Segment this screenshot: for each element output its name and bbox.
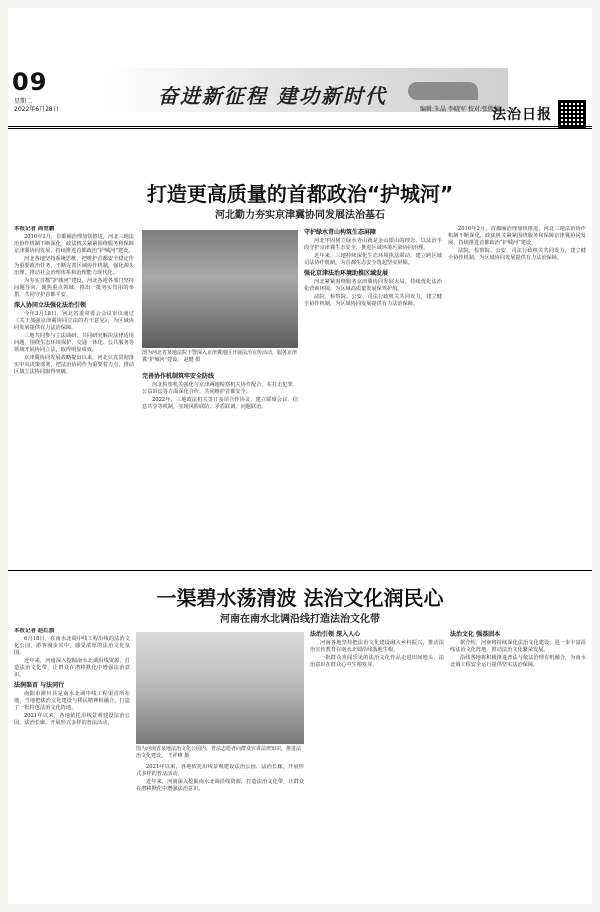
weekday: 星期二 [14, 98, 33, 105]
paragraph: 法院、检察院、公安、司法行政机关共同发力，建立健全协作机制，为区域协同发展提供有力法治保障。 [304, 294, 442, 307]
article1-photo-caption: 图为河北省某地法院干警深入京津冀地区开展法治宣传活动，服务京津冀“护城河”建设。 赵健 摄 [142, 350, 298, 363]
paragraph: 2022年，三地政法机关签订多项合作协议，建立联席会议、信息共享等机制，实现风险联防、矛盾联调、问题联治。 [142, 397, 298, 410]
article1-column-4 [448, 226, 586, 564]
paragraph: 河北紧紧围绕服务京津冀协同发展大局，持续优化法治化营商环境，为区域高质量发展保驾护航。 [304, 279, 442, 292]
section-divider [8, 570, 592, 571]
paragraph: 京津冀协同发展战略提出以来，河北认真贯彻落实中央决策部署，把法治协同作为重要着力点，推动区域立法协同取得突破。 [14, 355, 134, 375]
paragraph: 法院、检察院、公安、司法行政机关共同发力，建立健全协作机制，为区域协同发展提供有力法治保障。 [448, 248, 586, 261]
article2-photo [136, 632, 304, 744]
paragraph: 近年来，三地持续深化生态环境执法联动，建立跨区域司法协作机制，为首都生态安全筑起坚实屏障。 [304, 253, 442, 266]
section-title: 强化京津法治环境助推区域发展 [304, 270, 389, 277]
section-title: 法润渠首 与法同行 [14, 682, 65, 689]
section-title: 守护绿水青山构筑生态屏障 [304, 229, 377, 236]
section-title: 法治引领 深入人心 [310, 631, 361, 638]
article2-headline: 一渠碧水荡清波 法治文化润民心 [156, 586, 444, 610]
article2-subhead: 河南在南水北调沿线打造法治文化带 [220, 614, 380, 625]
article2-column-1 [14, 628, 130, 898]
article2-photo-caption: 图为河南省某地法治文化公园内，普法志愿者向群众宣讲法律知识，推进法治文化建设。 王祥峰 摄 [136, 746, 302, 759]
paragraph: 6月18日，在南水北调中线工程沿线的法治文化公园，游客漫步其中，感受浓厚的法治文化氛围。 [14, 636, 130, 656]
article1-byline: 本报记者 周宽鹏 [14, 226, 55, 232]
article1-headline: 打造更高质量的首都政治“护城河” [146, 182, 454, 206]
page-number: 09 [12, 68, 48, 96]
newspaper-page [8, 8, 592, 904]
article2-column-3 [310, 628, 444, 898]
paragraph: 南阳市淅川县是南水北调中线工程渠首所在地，当地把法治文化建设与移民精神相融合，打造了一批特色法治文化阵地。 [14, 691, 130, 711]
article1-column-3 [304, 226, 442, 564]
paragraph: 河南各地坚持把法治文化建设融入乡村振兴，推动法治宣传教育在南水北调沿线落地生根。 [310, 640, 444, 653]
qr-code [558, 100, 586, 128]
date-line [14, 98, 59, 114]
editor-credits: 编辑:朱晶 李晓军 校对:张胜楠 [420, 106, 500, 113]
paragraph: 为夯实首都“护城河”建设，河北各地各部门坚持问题导向，聚焦重点领域，推出一批务实管用的举措，共同守护首都平安。 [14, 278, 134, 298]
newspaper-logo: 法治日报 [492, 107, 552, 123]
paragraph: 一批群众喜闻乐见的法治文化作品走进田间地头，法治意识在群众心中生根发芽。 [310, 655, 444, 668]
article1-photo [142, 230, 298, 348]
paragraph: 2021年以来，各地依托沿线景观建设法治公园、法治长廊，开展形式多样的普法活动。 [14, 713, 130, 726]
paragraph: 2016年2月，首都圈治理加快推进，河北三地法治协作机制不断深化，政法机关紧紧围绕服务和保障京津冀协同发展，持续推进首都政治“护城河”建设。 [14, 234, 134, 254]
paragraph: 沿线各地将积极推进普法与依法治理有机融合，为南水北调工程安全运行提供坚实法治保障。 [450, 655, 586, 668]
paragraph: 近年来，河南深入挖掘南水北调沿线资源，打造法治文化带，让群众在潜移默化中增强法治意识。 [14, 658, 130, 678]
article1-column-1 [14, 226, 134, 564]
article1-column-2 [142, 370, 298, 564]
paragraph: 河北各地坚持系统思维，把维护首都安全稳定作为重要政治任务，不断完善区域协作机制，强化源头治理，推动社会治理体系和治理能力现代化。 [14, 256, 134, 276]
section-title: 法治文化 强基固本 [450, 631, 501, 638]
paragraph: 今年3月18日，河北省委常委会会议审议通过《关于加强京津冀协同立法的若干意见》，为区域协同发展提供有力法治保障。 [14, 311, 134, 331]
issue-date: 2022年6月28日 [14, 106, 59, 113]
article2-byline: 本报记者 赵红旗 [14, 628, 55, 634]
header-rule [8, 126, 592, 127]
article2-column-4 [450, 628, 586, 898]
header-rule-2 [8, 128, 592, 129]
paragraph: 河北检察机关强化与京津两地检察机关协作配合，在打击犯罪、公益诉讼等方面深化合作，共同维护首都安全。 [142, 382, 298, 395]
paragraph: 2021年以来，各地依托沿线景观建设法治公园、法治长廊，开展形式多样的普法活动。 [136, 764, 304, 777]
paragraph: 近年来，河南深入挖掘南水北调沿线资源，打造法治文化带，让群众在潜移默化中增强法治意识。 [136, 779, 304, 792]
section-title: 完善协作机制筑牢安全防线 [142, 373, 215, 380]
train-illustration [408, 82, 478, 100]
section-title: 深入协同立法强化法治引领 [14, 302, 87, 309]
banner-slogan: 奋进新征程 建功新时代 [158, 84, 387, 108]
article2-column-2 [136, 764, 304, 898]
paragraph: 河北牢固树立绿水青山就是金山银山的理念，以法治手段守护京津冀生态安全，推进区域环境污染协同治理。 [304, 238, 442, 251]
paragraph: 据介绍，河南将持续深化法治文化建设，进一步丰富沿线法治文化阵地，推动法治文化繁荣发展。 [450, 640, 586, 653]
article1-subhead: 河北勤力夯实京津冀协同发展法治基石 [215, 210, 385, 221]
paragraph: 2016年2月，首都圈治理加快推进，河北三地法治协作机制不断深化，政法机关紧紧围绕服务和保障京津冀协同发展，持续推进首都政治“护城河”建设。 [448, 226, 586, 246]
paragraph: 三地共同参与立法调研，共同研究解决法律适用问题，围绕生态环境保护、交通一体化、公共服务等领域开展协同立法，取得明显成效。 [14, 333, 134, 353]
